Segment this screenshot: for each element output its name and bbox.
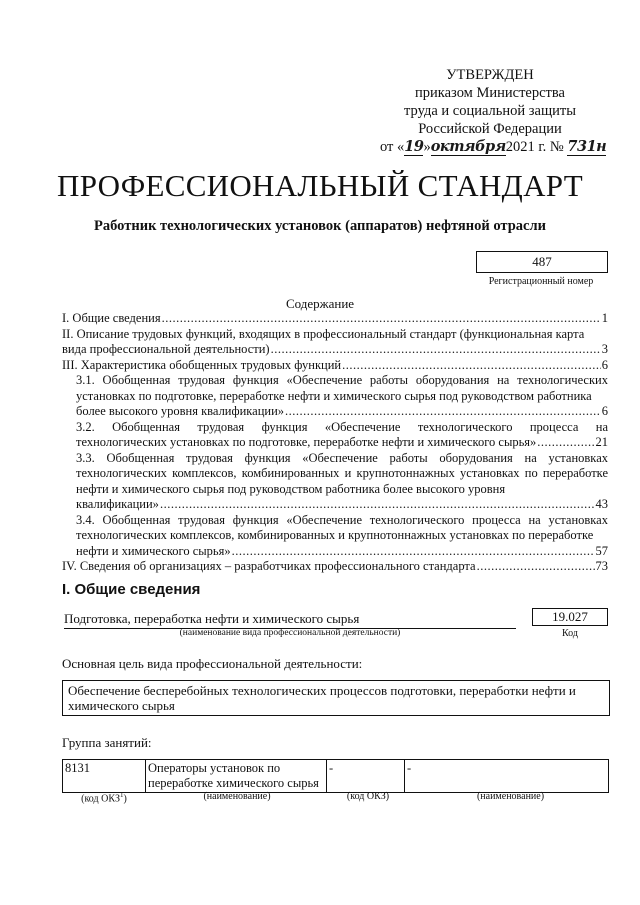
approval-line: приказом Министерства <box>415 85 565 101</box>
goal-text-box: Обеспечение бесперебойных технологических процессов подготовки, переработки нефти и химического сырья <box>62 680 610 716</box>
occupation-name-caption-2: (наименование) <box>476 791 545 802</box>
occupation-name-cell: - <box>405 760 609 793</box>
activity-code-caption: Код <box>562 628 578 639</box>
date-mid: » <box>423 139 431 155</box>
toc-item[interactable] <box>62 559 608 575</box>
toc-item-text: IV. Сведения об организациях – разработчиках профессионального стандарта <box>62 559 476 573</box>
occupation-group-label: Группа занятий: <box>62 735 152 750</box>
toc-heading: Содержание <box>285 296 355 311</box>
toc-dot-leader <box>537 435 594 451</box>
activity-code-box: 19.027 <box>532 608 608 626</box>
occupation-name-cell: Операторы установок по переработке химического сырья <box>146 760 327 793</box>
toc-item-text: III. Характеристика обобщенных трудовых функций <box>62 357 342 372</box>
activity-name: Подготовка, переработка нефти и химического сырья <box>64 611 516 629</box>
toc-item-text: квалификации» <box>76 497 159 511</box>
toc-item-text: II. Описание трудовых функций, входящих в профессиональный стандарт (функциональная карта <box>62 326 585 341</box>
document-title: ПРОФЕССИОНАЛЬНЫЙ СТАНДАРТ <box>57 168 583 203</box>
toc-item-text: более высокого уровня квалификации» <box>76 404 285 418</box>
toc-item[interactable] <box>62 513 608 560</box>
toc-item[interactable] <box>62 358 608 374</box>
occupation-code-cell: - <box>327 760 405 793</box>
toc-dot-leader <box>285 404 601 420</box>
approval-date-line <box>380 138 607 156</box>
occupation-table <box>62 759 609 793</box>
toc-item-page: 6 <box>601 404 608 418</box>
toc-dot-leader <box>232 544 595 560</box>
toc-item-page: 1 <box>601 311 608 325</box>
registration-number-box: 487 <box>476 251 608 273</box>
approval-line: труда и социальной защиты <box>404 103 576 119</box>
date-month: октября <box>430 138 506 155</box>
toc-item-page: 6 <box>601 357 608 372</box>
toc-item-text: I. Общие сведения <box>62 311 161 325</box>
toc-item-page: 21 <box>595 435 608 449</box>
approval-line: Российской Федерации <box>418 121 562 137</box>
toc-dot-leader <box>160 497 595 513</box>
toc-item-text: технологических установках по подготовке, переработке нефти и химического сырья» <box>76 435 537 449</box>
toc-item[interactable] <box>62 327 608 358</box>
okz-code-caption <box>62 791 146 804</box>
toc-item[interactable] <box>62 311 608 327</box>
document-subtitle: Работник технологических установок (аппаратов) нефтяной отрасли <box>94 218 546 234</box>
toc-item[interactable] <box>62 451 608 513</box>
toc-item-text: 3.3. Обобщенная трудовая функция «Обеспечение работы оборудования на установках технологических комплексов, комбинированных и крупнотоннажных установках по переработке нефти и химического сырья под руководством работника более высокого уровня <box>76 450 608 496</box>
toc-item-text: нефти и химического сырья» <box>76 543 231 558</box>
toc-item-text: 3.1. Обобщенная трудовая функция «Обеспечение работы оборудования на технологических установках по подготовке, переработке нефти и химического сырья под руководством работника <box>76 373 608 403</box>
toc-dot-leader <box>162 311 601 327</box>
toc-item-text: 3.2. Обобщенная трудовая функция «Обеспечение технологического процесса на <box>76 419 608 434</box>
caption-text: (код ОКЗ <box>81 793 121 805</box>
date-day: 19 <box>404 138 424 155</box>
toc-dot-leader <box>342 358 601 374</box>
goal-label: Основная цель вида профессиональной деятельности: <box>62 656 363 671</box>
occupation-code-cell: 8131 <box>63 760 146 793</box>
toc-item[interactable] <box>62 373 608 420</box>
date-year: 2021 г. № <box>505 139 564 155</box>
toc-item-text: вида профессиональной деятельности) <box>62 342 270 356</box>
table-of-contents <box>62 311 608 575</box>
approval-block <box>380 66 607 156</box>
registration-number-label: Регистрационный номер <box>488 276 594 287</box>
toc-item-page: 43 <box>595 497 608 511</box>
okz-code-caption-2: (код ОКЗ) <box>346 791 390 802</box>
order-number: 731н <box>567 138 607 155</box>
approval-heading: УТВЕРЖДЕН <box>446 67 534 83</box>
footnote-mark: 1 <box>120 791 124 799</box>
toc-dot-leader <box>477 559 595 575</box>
toc-item-page: 3 <box>601 342 608 356</box>
table-row <box>63 760 609 793</box>
caption-text: ) <box>123 793 127 805</box>
date-prefix: от « <box>380 139 405 155</box>
toc-item-page: 73 <box>595 559 608 573</box>
occupation-name-caption: (наименование) <box>203 791 271 802</box>
toc-dot-leader <box>271 342 601 358</box>
toc-item[interactable] <box>62 420 608 451</box>
toc-item-page: 57 <box>595 543 608 558</box>
activity-caption: (наименование вида профессиональной деятельности) <box>179 628 401 638</box>
toc-item-text: 3.4. Обобщенная трудовая функция «Обеспечение технологического процесса на установках технологических комплексов, комбинированных и крупнотоннажных установках по переработке <box>76 512 608 542</box>
section-heading: I. Общие сведения <box>62 581 201 598</box>
